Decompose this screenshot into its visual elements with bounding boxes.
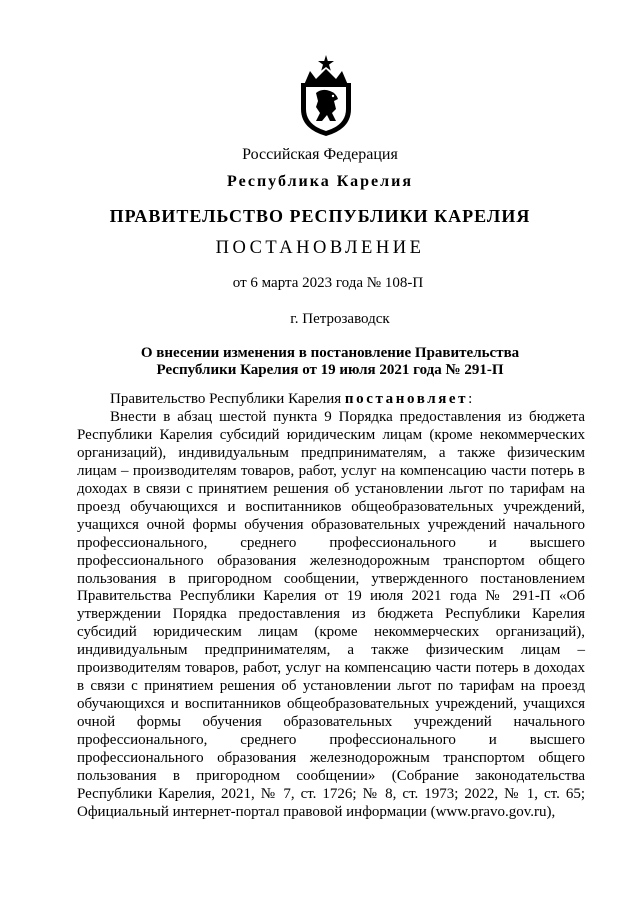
intro-suffix: : xyxy=(468,391,473,407)
document-type: ПОСТАНОВЛЕНИЕ xyxy=(215,238,425,258)
document-title xyxy=(100,345,560,379)
title-line-1: О внесении изменения в постановление Правительства xyxy=(140,345,520,361)
government-name: ПРАВИТЕЛЬСТВО РЕСПУБЛИКИ КАРЕЛИЯ xyxy=(109,206,531,226)
title-line-2: Республики Карелия от 19 июля 2021 года № 291-П xyxy=(156,362,504,378)
intro-prefix: Правительство Республики Карелия xyxy=(110,391,345,407)
resolution-intro xyxy=(77,391,585,409)
republic-name: Республика Карелия xyxy=(227,173,413,190)
coat-of-arms-icon xyxy=(296,55,356,137)
document-date-number: от 6 марта 2023 года № 108-П xyxy=(232,275,424,291)
federation-name: Российская Федерация xyxy=(242,146,398,163)
document-body xyxy=(77,391,585,822)
intro-resolves: постановляет xyxy=(344,391,469,407)
body-paragraph: Внести в абзац шестой пункта 9 Порядка предоставления из бюджета Республики Карелия субсидий юридическим лицам (кроме некоммерческих организаций), индивидуальным предпринимателям, а также физическим лицам – производителям товаров, работ, услуг на компенсацию части потерь в доходах в связи с принятием решения об установлении льгот по тарифам на проезд обучающихся и воспитанников общеобразовательных учреждений, учащихся очной формы обучения образовательных учреждений начального профессионального, среднего профессионального и высшего профессионального образования железнодорожным транспортом общего пользования в пригородном сообщении, утвержденного постановлением Правительства Республики Карелия от 19 июля 2021 года № 291-П «Об утверждении Порядка предоставления из бюджета Республики Карелия субсидий юридическим лицам (кроме некоммерческих организаций), индивидуальным предпринимателям, а также физическим лицам – производителям товаров, работ, услуг на компенсацию части потерь в доходах в связи с принятием решения об установлении льгот по тарифам на проезд обучающихся и воспитанников общеобразовательных учреждений, учащихся очной формы обучения образовательных учреждений начального профессионального, среднего профессионального и высшего профессионального образования железнодорожным транспортом общего пользования в пригородном сообщении» (Собрание законодательства Республики Карелия, 2021, № 7, ст. 1726; № 8, ст. 1973; 2022, № 1, ст. 65; Официальный интернет-портал правовой информации (www.pravo.gov.ru), xyxy=(77,408,585,820)
document-city: г. Петрозаводск xyxy=(290,311,390,327)
